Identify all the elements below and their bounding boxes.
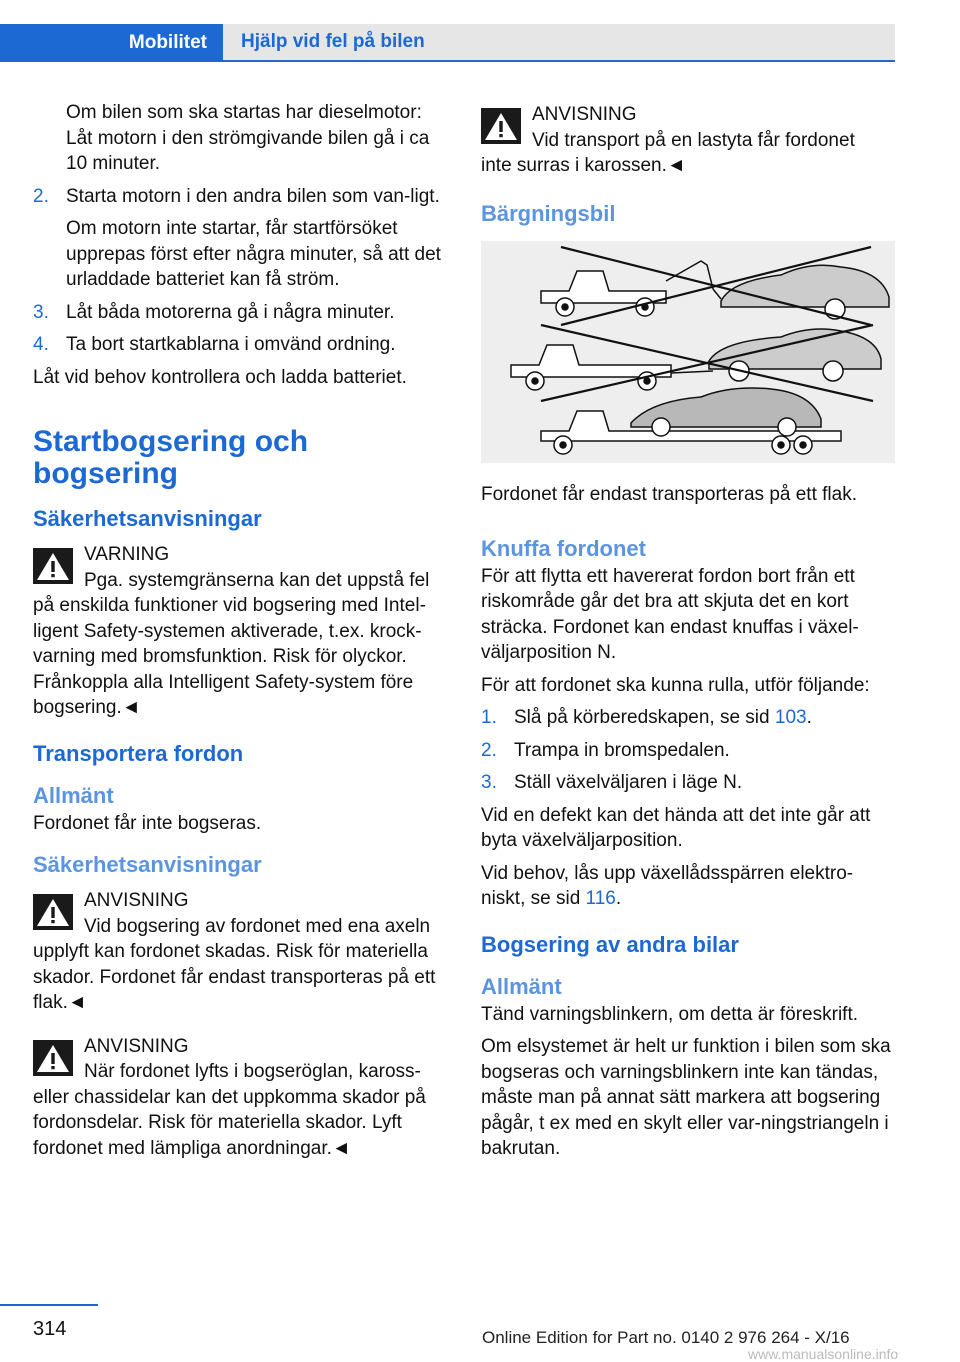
header-rule: [0, 60, 895, 62]
step-number: 2.: [481, 739, 497, 761]
step2-extra-paragraph: Om motorn inte startar, får startförsöket upprepas först efter några minuter, så att det urladdade batteriet kan få ström.: [66, 218, 441, 290]
tab-hjalp-vid-fel[interactable]: Hjälp vid fel på bilen: [223, 24, 895, 60]
flatbed-paragraph: Fordonet får endast transporteras på ett flak.: [481, 484, 857, 505]
step-number: 4.: [33, 334, 49, 355]
step-2: [33, 184, 448, 210]
notice-label: ANVISNING: [84, 890, 189, 911]
step-text: Ta bort startkablarna i omvänd ordning.: [66, 334, 396, 355]
warning-triangle-icon: [33, 1040, 73, 1076]
check-battery-paragraph: Låt vid behov kontrollera och ladda batteriet.: [33, 366, 407, 388]
warning-triangle-icon: [33, 894, 73, 930]
step-text: Ställ växelväljaren i läge N.: [514, 772, 743, 793]
right-column: [481, 100, 895, 1169]
warning-text-rest: på enskilda funktioner vid bogsering med Intel‐ligent Safety-systemen aktiverade, t.ex. krock‐varning med bromsfunktion. Risk för olyckor. Frånkoppla alla Intelligent Safety-system före bogsering.◄: [33, 595, 426, 718]
footer-rule: [0, 1304, 98, 1306]
warning-block: [33, 542, 448, 721]
warning-label: VARNING: [84, 544, 170, 565]
push-paragraph: För att flytta ett havererat fordon bort från ett riskområde går det bra att skjuta det en kort sträcka. Fordonet kan endast knuffas i växel‐väljarposition N.: [481, 565, 859, 663]
notice-text-rest: upplyft kan fordonet skadas. Risk för materiella skador. Fordonet får endast transporteras på ett flak.◄: [33, 941, 436, 1013]
tab-mobilitet[interactable]: Mobilitet: [0, 24, 223, 62]
section-title-startbogsering: Startbogsering och bogsering: [33, 425, 309, 490]
notice-label: ANVISNING: [84, 1035, 189, 1057]
step-text: Starta motorn i den andra bilen som van‐ligt.: [66, 185, 440, 207]
step-text: Låt båda motorerna gå i några minuter.: [66, 301, 395, 323]
watermark: www.manualsonline.info: [748, 1346, 899, 1362]
warning-triangle-icon: [33, 548, 73, 584]
step-3: [33, 300, 448, 326]
page-number: 314: [33, 1318, 67, 1340]
page-link-116[interactable]: 116: [585, 888, 616, 909]
step-number: 2.: [33, 185, 49, 207]
step-2: [481, 738, 895, 764]
left-column: [33, 100, 448, 1169]
step-3: [481, 770, 895, 796]
step-text: Trampa in bromspedalen.: [514, 739, 730, 761]
defect-paragraph: Vid en defekt kan det hända att det inte går att byta växelväljarposition.: [481, 804, 871, 851]
diesel-paragraph: Om bilen som ska startas har dieselmotor: Låt motorn i den strömgivande bilen gå i ca 10 minuter.: [66, 102, 430, 174]
unlock-paragraph: Vid behov, lås upp växellådsspärren elektro‐niskt, se sid 116.: [481, 862, 854, 909]
notice-block: [33, 1034, 448, 1162]
heading-allmant-2: Allmänt: [481, 973, 562, 999]
notice-text-first: Vid bogsering av fordonet med ena axeln: [84, 915, 431, 937]
step-number: 1.: [481, 707, 497, 728]
heading-sakerhetsanvisningar-2: Säkerhetsanvisningar: [33, 852, 262, 877]
notice-label: ANVISNING: [532, 104, 637, 125]
step-number: 3.: [33, 301, 49, 323]
page-link-103[interactable]: 103: [774, 707, 807, 728]
tow-truck-illustration: [481, 241, 895, 463]
heading-bogsering-av-andra-bilar: Bogsering av andra bilar: [481, 931, 739, 957]
step-4: [33, 332, 448, 358]
electric-paragraph: Om elsystemet är helt ur funktion i bilen som ska bogseras och varningsblinkern inte kan tändas, måste man på annat sätt markera att bogsering pågår, t ex med en skylt eller var‐ningstriangeln i bakrutan.: [481, 1036, 891, 1159]
hazard-paragraph: Tänd varningsblinkern, om detta är föreskrift.: [481, 1003, 859, 1025]
heading-allmant: Allmänt: [33, 782, 114, 808]
heading-bargningsbil: Bärgningsbil: [481, 200, 616, 226]
notice-text-rest: inte surras i karossen.◄: [481, 155, 686, 176]
step-1: [481, 705, 895, 731]
notice-block: [481, 102, 895, 179]
roll-paragraph: För att fordonet ska kunna rulla, utför följande:: [481, 674, 870, 696]
heading-transportera-fordon: Transportera fordon: [33, 740, 244, 766]
heading-knuffa-fordonet: Knuffa fordonet: [481, 535, 646, 561]
general-paragraph: Fordonet får inte bogseras.: [33, 812, 262, 834]
notice-text-first: När fordonet lyfts i bogseröglan, kaross‐: [84, 1061, 421, 1082]
warning-text-first: Pga. systemgränserna kan det uppstå fel: [84, 569, 430, 591]
notice-text-first: Vid transport på en lastyta får fordonet: [532, 129, 855, 151]
warning-triangle-icon: [481, 108, 521, 144]
notice-text-rest: eller chassidelar kan det uppkomma skador på fordonsdelar. Risk för materiella skador. Lyft fordonet med lämpliga anordningar.◄: [33, 1086, 426, 1159]
step-text: Slå på körberedskapen, se sid 103.: [514, 707, 812, 728]
step-number: 3.: [481, 772, 497, 793]
heading-sakerhetsanvisningar: Säkerhetsanvisningar: [33, 506, 262, 531]
edition-text: Online Edition for Part no. 0140 2 976 264 - X/16: [482, 1328, 850, 1347]
notice-block: [33, 888, 448, 1016]
